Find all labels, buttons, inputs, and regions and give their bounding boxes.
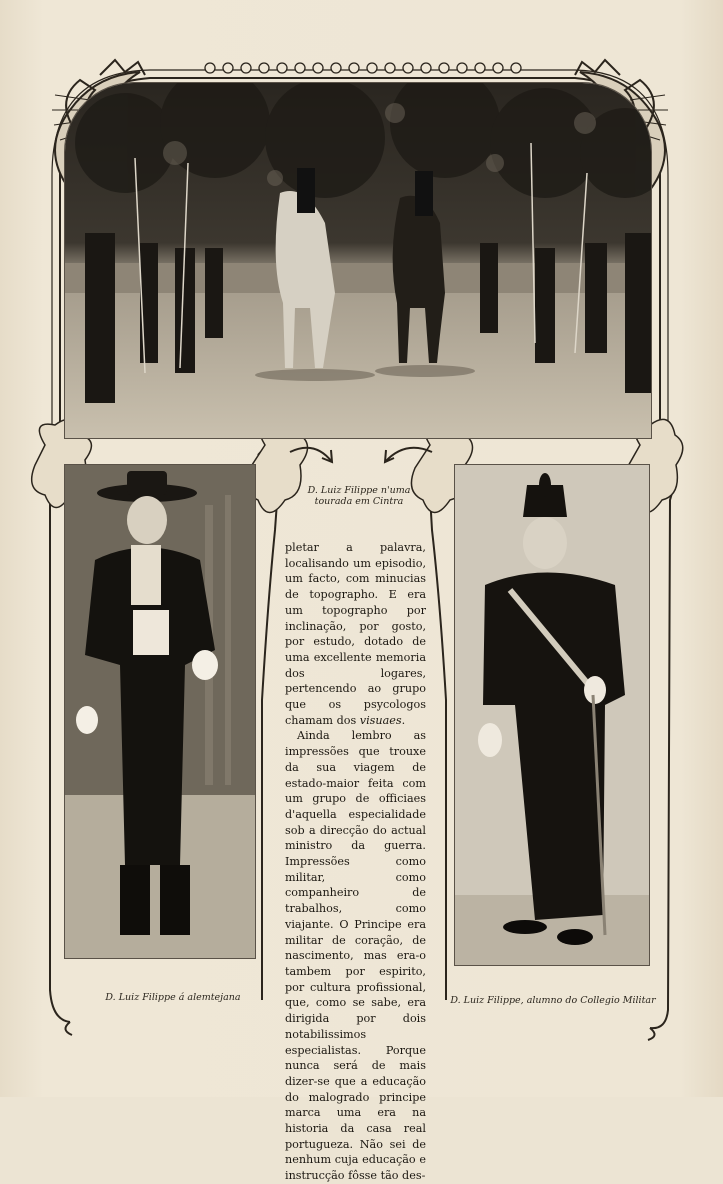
paragraph-1-emphasis: visuaes xyxy=(359,713,402,727)
photo-military-college xyxy=(454,464,650,966)
paragraph-1-text: pletar a palavra, localisando um episodio, um facto, com minucias de topographo. E era um topographo por inclinação, por gosto, por estudo, dotado de uma excellente memoria dos logares, pertencendo ao grupo que os psycologos chamam dos xyxy=(285,541,426,727)
photo-alentejo-costume xyxy=(64,464,256,959)
caption-left-photo: D. Luiz Filippe á alemtejana xyxy=(105,992,241,1003)
article-text-column xyxy=(285,540,426,1184)
paragraph-1 xyxy=(285,540,426,728)
caption-top-photo: D. Luiz Filippe n'uma tourada em Cintra xyxy=(307,485,411,507)
paragraph-2: Ainda lembro as impressões que trouxe da sua viagem de estado-maior feita com um grupo de officiaes d'aquella especialidade sob a direcção do actual ministro da guerra. Impressões como militar, como companheiro de trabalhos, como viajante. O Principe era militar de coração, de nascimento, mas era-o tambem por espirito, por cultura profissional, que, como se sabe, era dirigida por dois notabilissimos especialistas. Porque nunca será de mais dizer-se que a educação do malogrado principe marca uma era na historia da casa real portugueza. Não sei de nenhum cuja educação e instrucção fôsse tão des- xyxy=(285,729,426,1183)
caption-right-photo: D. Luiz Filippe, alumno do Collegio Militar xyxy=(450,995,656,1006)
paragraph-1-end: . xyxy=(401,713,406,727)
photo-bullfight-cintra xyxy=(64,82,652,439)
